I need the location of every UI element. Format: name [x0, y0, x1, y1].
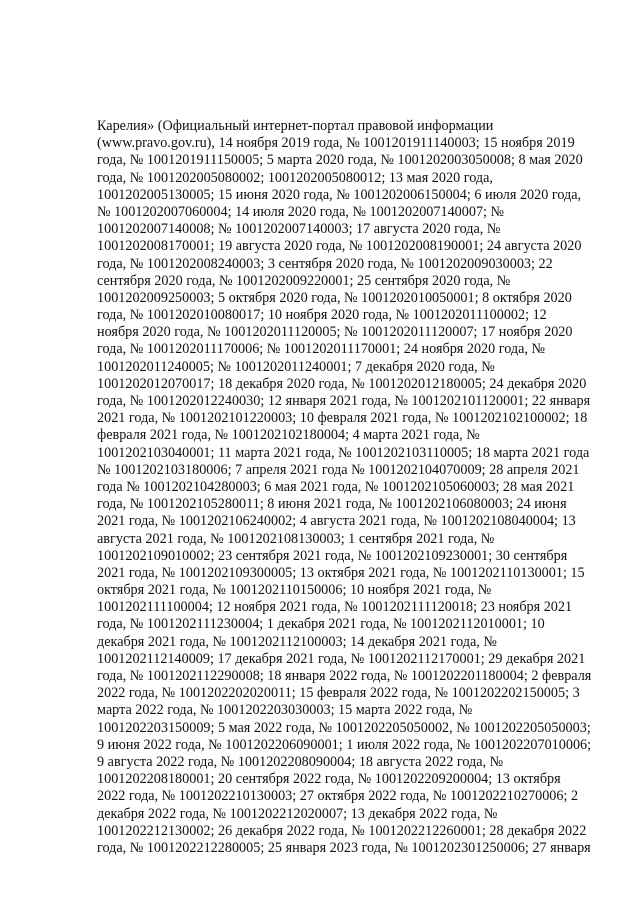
document-text-line: года, № 1001202212280005; 25 января 2023 года, № 1001202301250006; 27 января — [97, 839, 591, 856]
document-text-line: 1001202008170001; 19 августа 2020 года, № 1001202008190001; 24 августа 2020 — [97, 238, 582, 255]
document-text-line: (www.pravo.gov.ru), 14 ноября 2019 года, № 1001201911140003; 15 ноября 2019 — [97, 135, 575, 152]
document-text-line: года № 1001202104280003; 6 мая 2021 года, № 1001202105060003; 28 мая 2021 — [97, 478, 575, 495]
document-text-line: года, № 1001202010080017; 10 ноября 2020 года, № 1001202011100002; 12 — [97, 307, 547, 324]
document-text-line: года, № 1001202111230004; 1 декабря 2021 года, № 1001202112010001; 10 — [97, 616, 545, 633]
document-text-line: 1001202111100004; 12 ноября 2021 года, № 1001202111120018; 23 ноября 2021 — [97, 599, 573, 616]
document-text-line: сентября 2020 года, № 1001202009220001; 25 сентября 2020 года, № — [97, 272, 511, 289]
document-text-line: 1001202203150009; 5 мая 2022 года, № 1001202205050002, № 1001202205050003; — [97, 719, 591, 736]
document-text-line: 1001202103040001; 11 марта 2021 года, № 1001202103110005; 18 марта 2021 года — [97, 444, 590, 461]
document-text-line: декабря 2021 года, № 1001202112100003; 14 декабря 2021 года, № — [97, 633, 497, 650]
document-text-line: 1001202011240005; № 1001202011240001; 7 декабря 2020 года, № — [97, 358, 495, 375]
document-text-line: 2021 года, № 1001202109300005; 13 октября 2021 года, № 1001202110130001; 15 — [97, 564, 585, 581]
document-text-line: года, № 1001201911150005; 5 марта 2020 года, № 1001202003050008; 8 мая 2020 — [97, 152, 583, 169]
document-text-line: 1001202208180001; 20 сентября 2022 года, № 1001202209200004; 13 октября — [97, 771, 561, 788]
document-text-line: № 1001202103180006; 7 апреля 2021 года № 1001202104070009; 28 апреля 2021 — [97, 461, 580, 478]
document-text-line: 2021 года, № 1001202106240002; 4 августа 2021 года, № 1001202108040004; 13 — [97, 513, 576, 530]
document-text-line: 9 июня 2022 года, № 1001202206090001; 1 июля 2022 года, № 1001202207010006; — [97, 736, 592, 753]
document-text-line: 9 августа 2022 года, № 1001202208090004; 18 августа 2022 года, № — [97, 753, 504, 770]
document-text-line: года, № 1001202112290008; 18 января 2022 года, № 1001202201180004; 2 февраля — [97, 668, 592, 684]
document-text-line: года, № 1001202012240030; 12 января 2021 года, № 1001202101120001; 22 января — [97, 393, 591, 409]
document-text-line: февраля 2021 года, № 1001202102180004; 4 марта 2021 года, № — [97, 427, 480, 444]
document-text-line: 1001202007140008; № 1001202007140003; 17 августа 2020 года, № — [97, 221, 501, 238]
document-text-line: 1001202109010002; 23 сентября 2021 года, № 1001202109230001; 30 сентября — [97, 547, 568, 564]
document-text-line: 1001202112140009; 17 декабря 2021 года, № 1001202112170001; 29 декабря 2021 — [97, 650, 586, 667]
document-text-line: года, № 1001202005080002; 1001202005080012; 13 мая 2020 года, — [97, 169, 493, 186]
document-text-line: октября 2021 года, № 1001202110150006; 10 ноября 2021 года, № — [97, 582, 492, 599]
document-text-line: ноября 2020 года, № 1001202011120005; № 1001202011120007; 17 ноября 2020 — [97, 324, 573, 341]
document-text-line: 2022 года, № 1001202202020011; 15 февраля 2022 года, № 1001202202150005; 3 — [97, 685, 580, 702]
document-text-line: декабря 2022 года, № 1001202212020007; 13 декабря 2022 года, № — [97, 805, 498, 822]
document-text-line: года, № 1001202008240003; 3 сентября 2020 года, № 1001202009030003; 22 — [97, 255, 553, 272]
document-text-line: 2021 года, № 1001202101220003; 10 февраля 2021 года, № 1001202102100002; 18 — [97, 410, 588, 427]
document-body-text — [97, 118, 593, 857]
document-text-line: 1001202009250003; 5 октября 2020 года, № 1001202010050001; 8 октября 2020 — [97, 289, 572, 306]
document-text-line: 1001202212130002; 26 декабря 2022 года, № 1001202212260001; 28 декабря 2022 — [97, 822, 587, 839]
document-text-line: года, № 1001202105280011; 8 июня 2021 года, № 1001202106080003; 24 июня — [97, 496, 567, 513]
document-text-line: № 1001202007060004; 14 июля 2020 года, № 1001202007140007; № — [97, 203, 505, 220]
document-text-line: августа 2021 года, № 1001202108130003; 1 сентября 2021 года, № — [97, 530, 495, 547]
document-text-line: 2022 года, № 1001202210130003; 27 октября 2022 года, № 1001202210270006; 2 — [97, 788, 579, 805]
document-text-line: 1001202005130005; 15 июня 2020 года, № 1001202006150004; 6 июля 2020 года, — [97, 186, 582, 203]
document-text-line: 1001202012070017; 18 декабря 2020 года, № 1001202012180005; 24 декабря 2020 — [97, 375, 587, 392]
document-text-line: года, № 1001202011170006; № 1001202011170001; 24 ноября 2020 года, № — [97, 341, 546, 358]
document-text-line: марта 2022 года, № 1001202203030003; 15 марта 2022 года, № — [97, 702, 473, 719]
document-text-line: Карелия» (Официальный интернет-портал правовой информации — [97, 118, 494, 134]
